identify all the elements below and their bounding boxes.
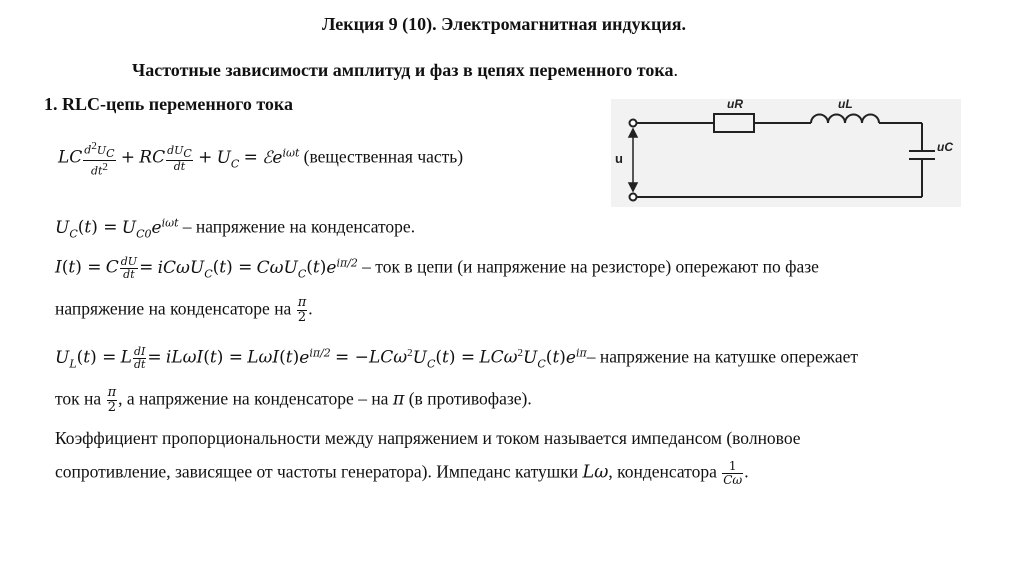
terminal-top xyxy=(630,120,637,127)
equation-inductor-continuation: ток на $\frac{\pi}{2}$ , а напряжение на конденсаторе – на π (в противофазе). xyxy=(55,385,532,415)
equation-current-continuation: напряжение на конденсаторе на $\frac{\pi}{2}$ . xyxy=(55,295,313,325)
equation-rlc-ode-note: (вещественная часть) xyxy=(303,146,464,167)
label-u: u xyxy=(615,151,623,166)
equation-inductor-voltage: $U_L(t) = L$ $\frac{dI}{dt}$ = $iL\omega I(t) = L\omega I(t)e^{i\pi/2} = -LC\omega^2U_C(t) = LC\omega^2U_C(t)e^{i\pi}-$ напряжение на катушке опережает xyxy=(55,345,859,372)
rlc-circuit-diagram xyxy=(611,99,961,207)
equation-capacitor-voltage: $U_C(t) = U_{C0}e^{i\omega t}$ – напряжение на конденсаторе. xyxy=(55,216,416,241)
equation-capacitor-voltage-note: – напряжение на конденсаторе. xyxy=(182,216,416,237)
subtitle: Частотные зависимости амплитуд и фаз в цепях переменного тока. xyxy=(132,60,678,80)
equation-current-note: – ток в цепи (и напряжение на резисторе) опережают по фазе xyxy=(362,256,819,277)
circuit-background xyxy=(611,99,961,207)
terminal-bottom xyxy=(630,194,637,201)
label-uc: uC xyxy=(937,140,953,154)
equation-rlc-ode: LC $\frac{d^2U_C}{dt^2}$ + RC $\frac{dU_C}{dt}$ + $U_C$ = ℰe$^{i\omega t}$ (вещественная часть) xyxy=(58,140,464,178)
paragraph-line-2: сопротивление, зависящее от частоты генератора). Импеданс катушки Lω, конденсатора $\frac{1}{C\omega}$ . xyxy=(55,459,749,487)
paragraph-line-1: Коэффициент пропорциональности между напряжением и током называется импедансом (волновое xyxy=(55,428,801,448)
equation-inductor-voltage-note: – напряжение на катушке опережает xyxy=(586,346,859,367)
section-title: 1. RLC-цепь переменного тока xyxy=(44,94,294,114)
label-ur: uR xyxy=(727,99,743,111)
equation-current: I(t) = C $\frac{dU}{dt}$ = $iC\omega U_C(t) = C\omega U_C(t)e^{i\pi/2}$ – ток в цепи (и напряжение на резисторе) опережают по фазе xyxy=(55,255,819,282)
lecture-title: Лекция 9 (10). Электромагнитная индукция. xyxy=(322,14,686,34)
label-ul: uL xyxy=(838,99,853,111)
